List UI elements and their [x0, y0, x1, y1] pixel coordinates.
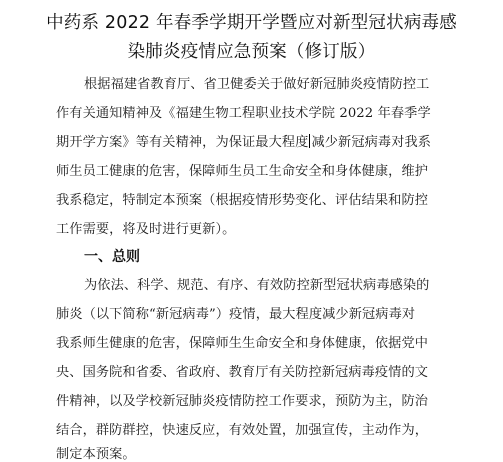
paragraph-1-line-1: 根据福建省教育厅、省卫健委关于做好新冠肺炎疫情防控工 — [84, 77, 430, 92]
section-1-line-5: 件精神，以及学校新冠肺炎疫情防控工作要求，预防为主，防治 — [56, 394, 429, 409]
document-title-line-2: 染肺炎疫情应急预案（修订版） — [127, 42, 376, 62]
paragraph-1-line-3 — [56, 131, 431, 150]
paragraph-1-line-3-part-b: 减少新冠病毒对我系 — [311, 135, 432, 150]
paragraph-1-line-3-part-a: 期开学方案》等有关精神，为保证最大程度 — [56, 135, 309, 150]
section-1-line-2: 肺炎（以下简称“新冠病毒”）疫情，最大程度减少新冠病毒对 — [56, 307, 416, 322]
section-1-line-3: 我系师生健康的危害，保障师生生命安全和身体健康，依据党中 — [56, 336, 429, 351]
section-heading-general: 一、总则 — [84, 249, 140, 265]
section-1-line-6: 结合，群防群控，快速反应，有效处置，加强宣传，主动作为， — [56, 423, 429, 438]
paragraph-1-line-5: 我系稳定，特制定本预案（根据疫情形势变化、评估结果和防控 — [56, 193, 429, 208]
section-1-line-7: 制定本预案。 — [56, 447, 136, 462]
paragraph-1-line-4: 师生员工健康的危害，保障师生员工生命安全和身体健康，维护 — [56, 164, 429, 179]
section-1-line-4: 央、国务院和省委、省政府、教育厅有关防控新冠病毒疫情的文 — [56, 365, 429, 380]
section-1-line-1: 为依法、科学、规范、有序、有效防控新型冠状病毒感染的 — [84, 278, 430, 293]
paragraph-1-line-6: 工作需要，将及时进行更新）。 — [56, 222, 236, 237]
document-title-line-1: 中药系 2022 年春季学期开学暨应对新型冠状病毒感 — [46, 13, 457, 33]
paragraph-1-line-2: 作有关通知精神及《福建生物工程职业技术学院 2022 年春季学 — [56, 106, 431, 121]
